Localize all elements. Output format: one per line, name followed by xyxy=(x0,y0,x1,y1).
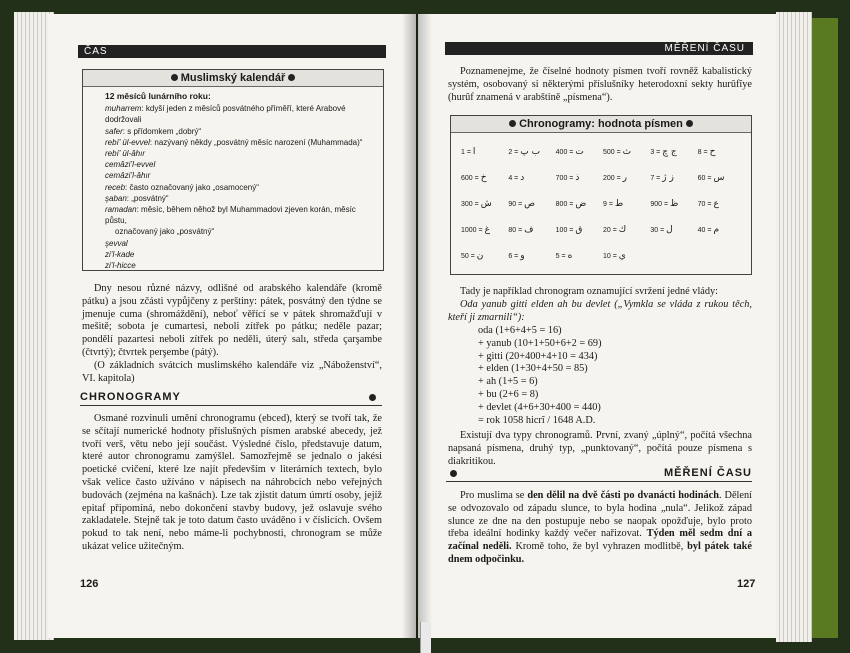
calculation-line: + bu (2+6 = 8) xyxy=(478,388,539,400)
calculation-line: + ah (1+5 = 6) xyxy=(478,376,538,388)
chronogram-paragraph: Osmané rozvinuli umění chronogramu (ebced), který se tvoří tak, že se sčítají numerické hodnoty příslušných písmen arabské abecedy, jež tvoří verš, větu nebo její součást. Výsledné číslo, představuje datum, které autor chronogramu zamýšlel. Samozřejmě se jednalo o jakési poetické cvičení, které lze najít především v literárních textech, bylo však velice často užíváno v nápisech na náhrobcích nebo veřejných budovách (zejména na kašnách). Lze tak zjistit datum úmrtí osoby, jejíž epitaf připomíná, nebo dokončení stavby budovy, jež oslavuje svého zakladatele. Stejně tak je toto datum často uváděno i v číslicích. Ovšem pokud to tak není, nebo máme-li pochybnosti, chronogram se může ukázat velice užitečným. xyxy=(82,413,382,552)
month-description: : často označovaný jako „osamocený“ xyxy=(125,182,259,192)
month-description: : s přídomkem „dobrý“ xyxy=(122,126,202,136)
month-entry xyxy=(105,249,375,260)
letter-value: = 1000 xyxy=(461,227,483,234)
month-name: ramadan xyxy=(105,205,137,215)
arabic-letter: ح xyxy=(709,147,716,157)
letter-value-cell xyxy=(508,243,555,269)
arabic-letter: ع xyxy=(713,199,719,209)
month-entry xyxy=(105,204,375,226)
bullet-icon xyxy=(288,74,295,81)
letter-value-cell xyxy=(556,191,603,217)
time-paragraph: Pro muslima se den dělil na dvě části po dvanácti hodinách. Dělení se odvozovalo od západu slunce, to byla hodina „nula“. Jelikož západ slunce ze dne na den postupuje nebo se naopak opožďuje, bylo proto třeba ideální hodinky každý večer nařizovat. Týden měl sedm dní a začínal neděli. Kromě toho, že byl vyhrazen modlitbě, byl pátek také dnem odpočinku. xyxy=(448,490,752,565)
arabic-letter: م xyxy=(713,225,720,235)
example-chronogram: Oda yanub gitti elden ah bu devlet („Vymkla se vláda z rukou těch, kteří ji zmarnili“): xyxy=(448,298,752,323)
page-number-left: 126 xyxy=(80,578,99,590)
arabic-letter: ص xyxy=(524,199,536,209)
arabic-letter: ط xyxy=(614,199,624,209)
time-section-heading: MĚŘENÍ ČASU xyxy=(446,467,752,482)
letter-value-cell xyxy=(698,139,745,165)
letter-value: = 9 xyxy=(602,201,613,208)
month-name: safer xyxy=(105,126,123,136)
month-entry xyxy=(105,182,375,193)
month-entry xyxy=(105,170,375,181)
arabic-letter: و xyxy=(520,251,525,261)
letter-value-cell xyxy=(650,217,697,243)
letter-value: = 4 xyxy=(508,175,519,182)
letter-values-title: Chronogramy: hodnota písmen xyxy=(451,116,751,133)
letter-value: = 100 xyxy=(555,227,574,234)
arabic-letter: غ xyxy=(484,225,490,235)
letter-value-cell xyxy=(698,217,745,243)
letter-value-cell xyxy=(556,243,603,269)
month-name: rebí’ ül-evvel xyxy=(105,137,150,147)
bookmark-ribbon xyxy=(420,622,431,653)
letter-value: = 6 xyxy=(508,253,519,260)
calculation-line: = rok 1058 hicrî / 1648 A.D. xyxy=(478,414,596,426)
calendar-box xyxy=(82,69,384,271)
chronogram-section-heading: CHRONOGRAMY xyxy=(80,391,382,406)
month-name: cemâzi’l-âhır xyxy=(105,171,151,181)
month-list-subtitle: 12 měsíců lunárního roku: xyxy=(105,91,211,101)
letter-value-cell xyxy=(698,191,745,217)
letter-value-cell xyxy=(508,191,555,217)
month-description: : kdyší jeden z měsíců posvátného příměří, které Arabové dodržovali xyxy=(105,104,346,125)
arabic-letter: ب پ xyxy=(520,147,541,157)
arabic-letter: ف xyxy=(524,225,534,235)
arabic-letter: ظ xyxy=(670,199,679,209)
month-entry xyxy=(105,193,375,204)
bullet-icon xyxy=(171,74,178,81)
chronogram-types-paragraph: Existují dva typy chronogramů. První, zvaný „úplný“, počítá všechna napsaná písmena, druhý typ, „punktovaný“, počítá pouze písmena s diakritikou. xyxy=(448,430,752,467)
letter-value: = 60 xyxy=(697,175,712,182)
month-description: : „posvátný“ xyxy=(126,193,169,203)
month-entry xyxy=(105,226,375,237)
arabic-letter: ق xyxy=(575,225,583,235)
arabic-letter: ه xyxy=(567,251,573,261)
days-text: Dny nesou různé názvy, odlišné od arabského kalendáře (kromě pátku) a jsou zčásti vypůjčeny z perštiny: pátek, posvátný den týdne se jmenuje cuma (shromáždění), neboť věřící se v pátek shromažďují v mešitě; sobota je cumartesi, neboli zítřek po pátku; neděle pazar; pondělí pazartesi neboli zítřek po neděli, úterý salı, středa çarşambe (čtvrtý); čtvrtek perşembe (pátý). xyxy=(82,283,382,358)
letter-value-cell xyxy=(556,139,603,165)
book-gutter xyxy=(402,14,432,638)
letter-value-cell xyxy=(556,165,603,191)
month-name: zi’l-kade xyxy=(105,249,135,259)
letter-value: = 300 xyxy=(461,201,479,208)
letter-value: = 3 xyxy=(650,149,661,156)
month-entry xyxy=(105,137,375,148)
month-description: : nazývaný někdy „posvátný měsíc narození (Muhammada)“ xyxy=(149,137,363,147)
letter-values-grid xyxy=(451,133,751,269)
arabic-letter: ز ژ xyxy=(662,173,674,183)
calendar-box-title: Muslimský kalendář xyxy=(83,70,383,87)
month-entry xyxy=(105,238,375,249)
letter-value: = 80 xyxy=(508,227,523,234)
letter-value: = 50 xyxy=(461,253,475,260)
month-name: rebí’ ül-âhır xyxy=(105,149,146,159)
letter-value: = 10 xyxy=(602,253,617,260)
letter-value-cell xyxy=(461,243,508,269)
arabic-letter: ك xyxy=(618,225,627,235)
letter-value: = 30 xyxy=(650,227,665,234)
letter-value-cell xyxy=(603,191,650,217)
arabic-letter: ج چ xyxy=(662,147,677,157)
letter-value: = 1 xyxy=(461,149,471,156)
letter-value: = 8 xyxy=(697,149,708,156)
month-entry xyxy=(105,148,375,159)
letter-value-cell xyxy=(461,165,508,191)
month-entry xyxy=(105,260,375,271)
letter-value-cell xyxy=(461,217,508,243)
letter-value-cell xyxy=(650,191,697,217)
month-name: zi’l-hicce xyxy=(105,261,136,271)
chronogram-calculation xyxy=(478,325,602,427)
bullet-icon xyxy=(450,470,457,477)
arabic-letter: ن xyxy=(476,251,484,261)
month-name: muharrem xyxy=(105,104,142,114)
letter-values-box xyxy=(450,115,752,275)
letter-value-cell xyxy=(698,165,745,191)
letter-value: = 7 xyxy=(650,175,661,182)
letter-value-cell xyxy=(603,243,650,269)
arabic-letter: خ xyxy=(480,173,487,183)
arabic-letter: د xyxy=(520,173,525,183)
arabic-letter: ش xyxy=(480,199,492,209)
month-entry xyxy=(105,126,375,137)
letter-value-cell xyxy=(698,243,745,269)
month-name: receb xyxy=(105,182,126,192)
right-running-head: MĚŘENÍ ČASU xyxy=(445,42,753,55)
letter-value: = 5 xyxy=(555,253,566,260)
month-name: şaban xyxy=(105,193,127,203)
calculation-line: + elden (1+30+4+50 = 85) xyxy=(478,363,588,375)
letter-value: = 70 xyxy=(697,201,712,208)
page-number-right: 127 xyxy=(737,578,756,590)
letter-value-cell xyxy=(650,243,697,269)
letter-value-cell xyxy=(603,217,650,243)
bullet-icon xyxy=(509,120,516,127)
example-intro: Tady je například chronogram oznamující svržení jedné vlády: Oda yanub gitti elden ah bu devlet („Vymkla se vláda z rukou těch, kteří ji zmarnili“): xyxy=(448,286,752,323)
letter-value-cell xyxy=(603,139,650,165)
calculation-line: + gitti (20+400+4+10 = 434) xyxy=(478,350,598,362)
calculation-line: + yanub (10+1+50+6+2 = 69) xyxy=(478,337,602,349)
month-name: cemâzi’l-evvel xyxy=(105,160,156,170)
arabic-letter: ذ xyxy=(575,173,580,183)
letter-value-cell xyxy=(650,139,697,165)
month-name: şevval xyxy=(105,238,128,248)
arabic-letter: ض xyxy=(575,199,587,209)
month-entry xyxy=(105,103,375,125)
book-cover-edge xyxy=(812,18,838,638)
arabic-letter: س xyxy=(713,173,725,183)
letter-value: = 200 xyxy=(602,175,621,182)
arabic-letter: ي xyxy=(618,251,626,261)
letter-value: = 90 xyxy=(508,201,523,208)
arabic-letter: ا xyxy=(472,147,476,157)
bullet-icon xyxy=(686,120,693,127)
left-running-head: ČAS xyxy=(78,45,386,58)
arabic-letter: ت xyxy=(575,147,584,157)
calculation-line: + devlet (4+6+30+400 = 440) xyxy=(478,401,601,413)
letter-value-cell xyxy=(461,139,508,165)
letter-value-cell xyxy=(603,165,650,191)
letter-value: = 900 xyxy=(650,201,669,208)
letter-value-cell xyxy=(461,191,508,217)
letter-value: = 500 xyxy=(602,149,621,156)
month-description: označovaný jako „posvátný“ xyxy=(115,227,215,237)
arabic-letter: ث xyxy=(622,147,632,157)
arabic-letter: ل xyxy=(666,225,673,235)
letter-value: = 40 xyxy=(697,227,712,234)
letter-value-cell xyxy=(508,165,555,191)
arabic-letter: ر xyxy=(622,173,628,183)
letter-value: = 700 xyxy=(555,175,574,182)
letter-value-cell xyxy=(508,217,555,243)
letter-value: = 400 xyxy=(555,149,574,156)
month-description: : měsíc, během něhož byl Muhammadovi zjeven korán, měsíc půstu, xyxy=(105,205,356,226)
letter-value-cell xyxy=(556,217,603,243)
letter-value: = 2 xyxy=(508,149,519,156)
calculation-line: oda (1+6+4+5 = 16) xyxy=(478,325,562,336)
intro-paragraph: Poznamenejme, že číselné hodnoty písmen tvoří rovněž kabalistický systém, osobovaný si některými příslušníky heterodoxní sekty hurûfîye (hurûf znamená v arabštině „písmena“). xyxy=(448,66,752,103)
letter-value: = 20 xyxy=(602,227,617,234)
days-paragraph xyxy=(82,283,382,385)
bullet-icon xyxy=(369,394,376,401)
holidays-reference: (O základních svátcích muslimského kalendáře viz „Náboženství“, VI. kapitola) xyxy=(82,359,382,384)
letter-value-cell xyxy=(650,165,697,191)
month-entry xyxy=(105,159,375,170)
letter-value: = 600 xyxy=(461,175,479,182)
letter-value-cell xyxy=(508,139,555,165)
right-page-edges xyxy=(776,12,812,642)
letter-value: = 800 xyxy=(555,201,574,208)
month-list xyxy=(83,87,383,271)
